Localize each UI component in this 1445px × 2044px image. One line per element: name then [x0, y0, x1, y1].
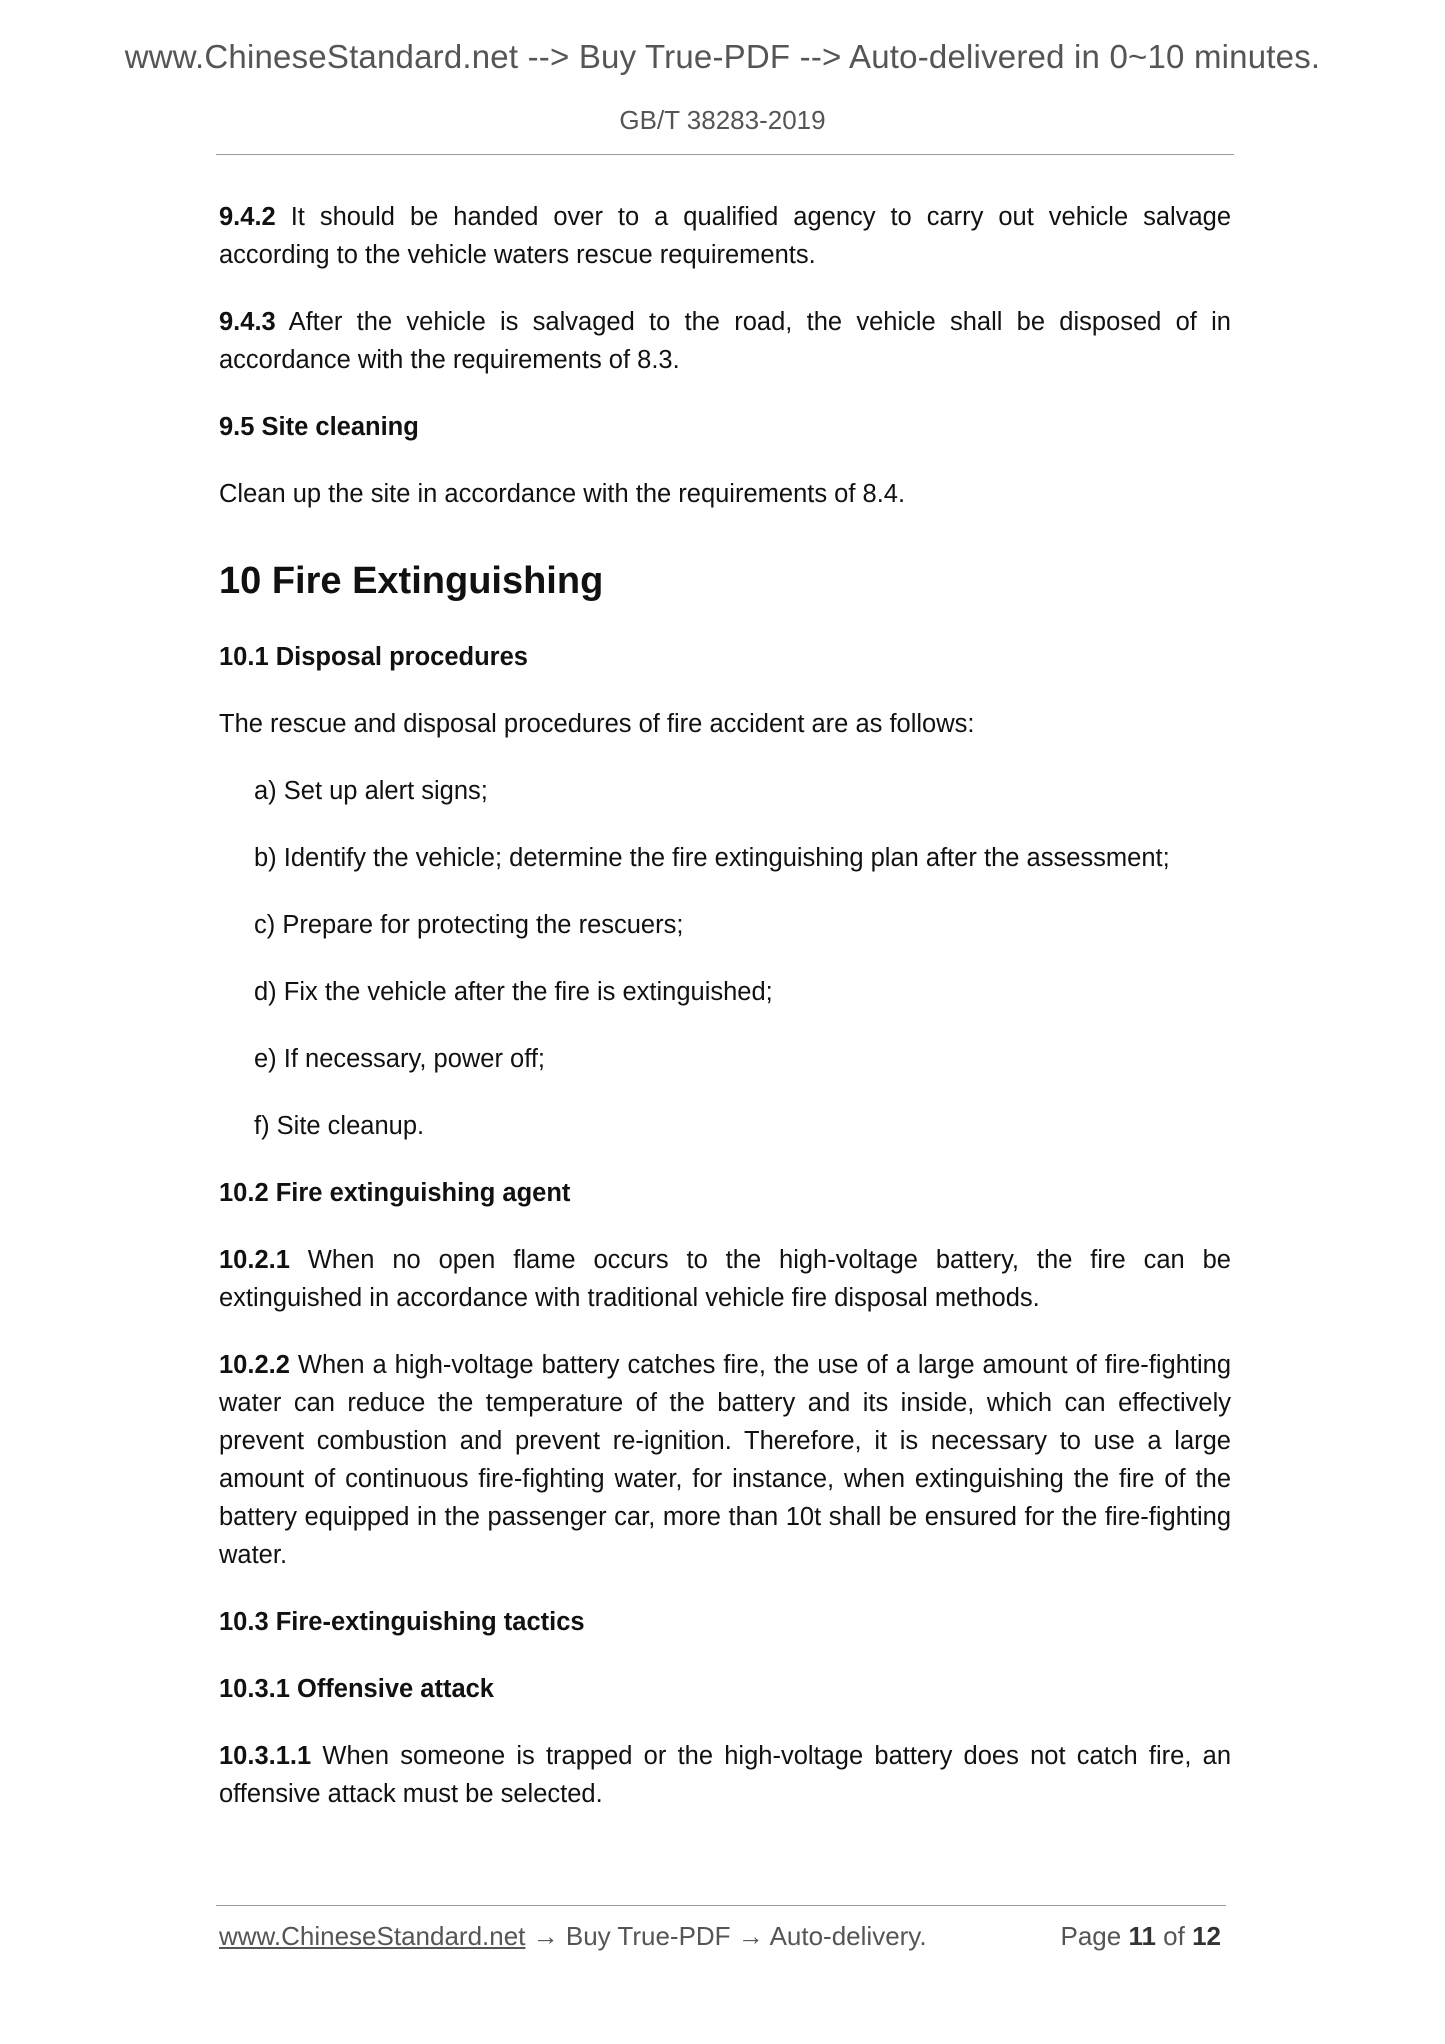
clause-text: After the vehicle is salvaged to the road, the vehicle shall be disposed of in accordance with the requirements of 8.3. — [219, 308, 1231, 374]
standard-code: GB/T 38283-2019 — [619, 105, 826, 135]
footer-promo — [219, 1921, 927, 1952]
header-divider — [216, 154, 1234, 155]
list-item: c) Prepare for protecting the rescuers; — [254, 911, 684, 939]
clause-text: When someone is trapped or the high-voltage battery does not catch fire, an offensive attack must be selected. — [219, 1742, 1231, 1808]
heading-10-3-1: 10.3.1 Offensive attack — [219, 1675, 494, 1703]
of-label: of — [1155, 1921, 1193, 1951]
clause-9-4-2 — [219, 198, 1231, 274]
clause-text: When a high-voltage battery catches fire, the use of a large amount of fire-fighting water can reduce the temperature of the battery and its inside, which can effectively prevent combustion and prevent re-ignition. Therefore, it is necessary to use a large amount of continuous fire-fighting water, for instance, when extinguishing the fire of the battery equipped in the passenger car, more than 10t shall be ensured for the fire-fighting water. — [219, 1351, 1231, 1569]
clause-text: When no open flame occurs to the high-voltage battery, the fire can be extinguished in accordance with traditional vehicle fire disposal methods. — [219, 1246, 1231, 1312]
clause-text: It should be handed over to a qualified agency to carry out vehicle salvage according to the vehicle waters rescue requirements. — [219, 203, 1231, 269]
footer-promo-text: → Buy True-PDF → Auto-delivery. — [525, 1921, 927, 1951]
heading-10-2: 10.2 Fire extinguishing agent — [219, 1179, 571, 1207]
total-pages: 12 — [1192, 1921, 1221, 1951]
page-footer — [219, 1921, 1231, 1961]
page-indicator — [1060, 1921, 1221, 1952]
section-heading-10: 10 Fire Extinguishing — [219, 560, 604, 602]
paragraph-9-5: Clean up the site in accordance with the requirements of 8.4. — [219, 480, 906, 508]
clause-9-4-3 — [219, 303, 1231, 379]
document-body — [219, 198, 1231, 1842]
site-link[interactable]: www.ChineseStandard.net — [219, 1921, 526, 1951]
list-item: e) If necessary, power off; — [254, 1045, 546, 1073]
clause-number: 9.4.2 — [219, 203, 276, 231]
page-label: Page — [1060, 1921, 1129, 1951]
heading-9-5: 9.5 Site cleaning — [219, 413, 419, 441]
clause-10-2-2 — [219, 1346, 1231, 1574]
procedure-list — [219, 772, 1231, 1145]
footer-divider — [216, 1905, 1226, 1906]
list-item: f) Site cleanup. — [254, 1112, 425, 1140]
list-item: b) Identify the vehicle; determine the fire extinguishing plan after the assessment; — [254, 844, 1170, 872]
current-page: 11 — [1128, 1921, 1156, 1951]
list-item: d) Fix the vehicle after the fire is extinguished; — [254, 978, 773, 1006]
clause-number: 10.2.2 — [219, 1351, 290, 1379]
heading-10-3: 10.3 Fire-extinguishing tactics — [219, 1608, 585, 1636]
clause-number: 10.2.1 — [219, 1246, 290, 1274]
list-item: a) Set up alert signs; — [254, 777, 488, 805]
clause-number: 10.3.1.1 — [219, 1742, 312, 1770]
top-banner: www.ChineseStandard.net --> Buy True-PDF --> Auto-delivered in 0~10 minutes. — [124, 38, 1321, 75]
clause-10-2-1 — [219, 1241, 1231, 1317]
clause-number: 9.4.3 — [219, 308, 276, 336]
paragraph-10-1: The rescue and disposal procedures of fire accident are as follows: — [219, 710, 975, 738]
heading-10-1: 10.1 Disposal procedures — [219, 643, 528, 671]
clause-10-3-1-1 — [219, 1737, 1231, 1813]
